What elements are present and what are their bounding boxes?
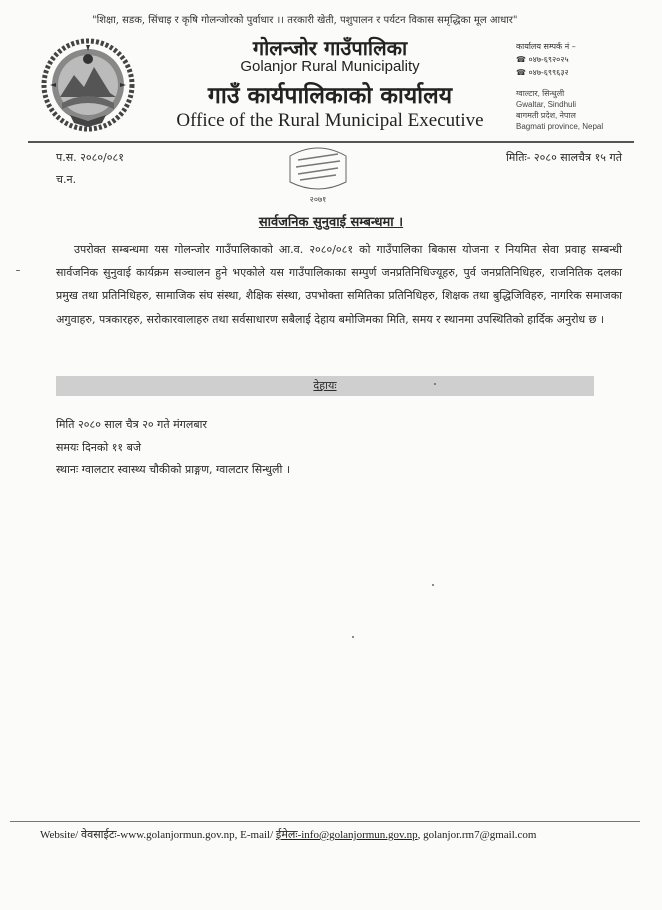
office-name-english: Office of the Rural Municipal Executive <box>176 110 484 131</box>
email-link[interactable]: ईमेलः-info@golanjormun.gov.np <box>275 829 418 841</box>
office-stamp <box>280 142 356 208</box>
phone-line: ☎ ०४७-६९२०२५ <box>516 55 569 64</box>
body-paragraph: उपरोक्त सम्बन्धमा यस गोलन्जोर गाउँपालिकाको आ.व. २०८०/०८१ को गाउँपालिका बिकास योजना र नियमित सेवा प्रवाह सम्बन्धी सार्वजनिक सुनुवाई कार्यक्रम सञ्चालन हुने भएकोले यस गाउँपालिकाका सम्पुर्ण जनप्रतिनिधिज्यूहरु, पुर्व जनप्रतिनिधिहरु, राजनितिक दलका प्रमुख तथा प्रतिनिधिहरु, सामाजिक संघ संस्था, शैक्षिक संस्था, उपभोक्ता समितिका प्रतिनिधिहरु, शिक्षक तथा बुद्धिजिविहरु, नागरिक समाजका अगुवाहरु, पत्रकारहरु, सरोकारवालाहरु तथा सर्वसाधारण सबैलाई देहाय बमोजिमका मिति, समय र स्थानमा उपस्थितिको हार्दिक अनुरोध छ । <box>56 243 622 326</box>
address-line: बागमती प्रदेश, नेपाल <box>516 111 576 120</box>
phone-line: ☎ ०४७-६९९६३२ <box>516 68 569 77</box>
scan-speck <box>16 270 20 271</box>
office-name-nepali: गाउँ कार्यपालिकाको कार्यालय <box>207 82 453 109</box>
address-line: Bagmati province, Nepal <box>516 122 604 131</box>
phone-icon: ☎ <box>516 55 529 64</box>
event-details <box>56 414 576 482</box>
event-date: मिति २०८० साल चैत्र २० गते मंगलबार <box>56 418 207 431</box>
letter-body <box>56 238 622 331</box>
contact-block <box>516 40 656 79</box>
address-line: ग्वाल्टार, सिन्धुली <box>516 89 565 98</box>
section-bar <box>56 376 594 396</box>
address-line: Gwaltar, Sindhuli <box>516 100 577 109</box>
address-block <box>516 88 656 132</box>
letter-subject: सार्वजनिक सुनुवाई सम्बन्धमा । <box>258 215 404 230</box>
letter-date: मितिः- २०८० सालचैत्र १५ गते <box>505 151 622 164</box>
scan-speck <box>352 636 354 638</box>
secondary-email: , golanjor.rm7@gmail.com <box>417 829 537 841</box>
event-venue: स्थानः ग्वालटार स्वास्थ्य चौकीको प्राङ्गण, ग्वालटार सिन्धुली । <box>56 463 291 477</box>
header-slogan: "शिक्षा, सडक, सिंचाइ र कृषि गोलन्जोरको पुर्वाधार ।। तरकारी खेती, पशुपालन र पर्यटन विकास समृद्धिका मूल आधार" <box>92 15 518 26</box>
scan-speck <box>432 584 434 586</box>
municipality-name-english: Golanjor Rural Municipality <box>240 58 420 75</box>
municipality-logo <box>40 37 136 133</box>
scan-speck <box>434 383 436 385</box>
phone-icon: ☎ <box>516 68 529 77</box>
event-time: समयः दिनको ११ बजे <box>56 440 142 454</box>
section-label: देहायः <box>313 379 337 392</box>
contact-label: कार्यालय सम्पर्क नं – <box>516 42 576 51</box>
dispatch-number: च.न. <box>56 173 77 186</box>
stamp-year: २०७१ <box>309 195 327 204</box>
reference-number: प.स. २०८०/०८१ <box>56 151 124 164</box>
municipality-name-nepali: गोलन्जोर गाउँपालिका <box>252 36 408 60</box>
footer-divider <box>10 821 640 822</box>
footer-contact <box>40 827 640 842</box>
website-label: Website/ वेवसाईटः-www.golanjormun.gov.np, E-mail/ <box>40 829 274 841</box>
